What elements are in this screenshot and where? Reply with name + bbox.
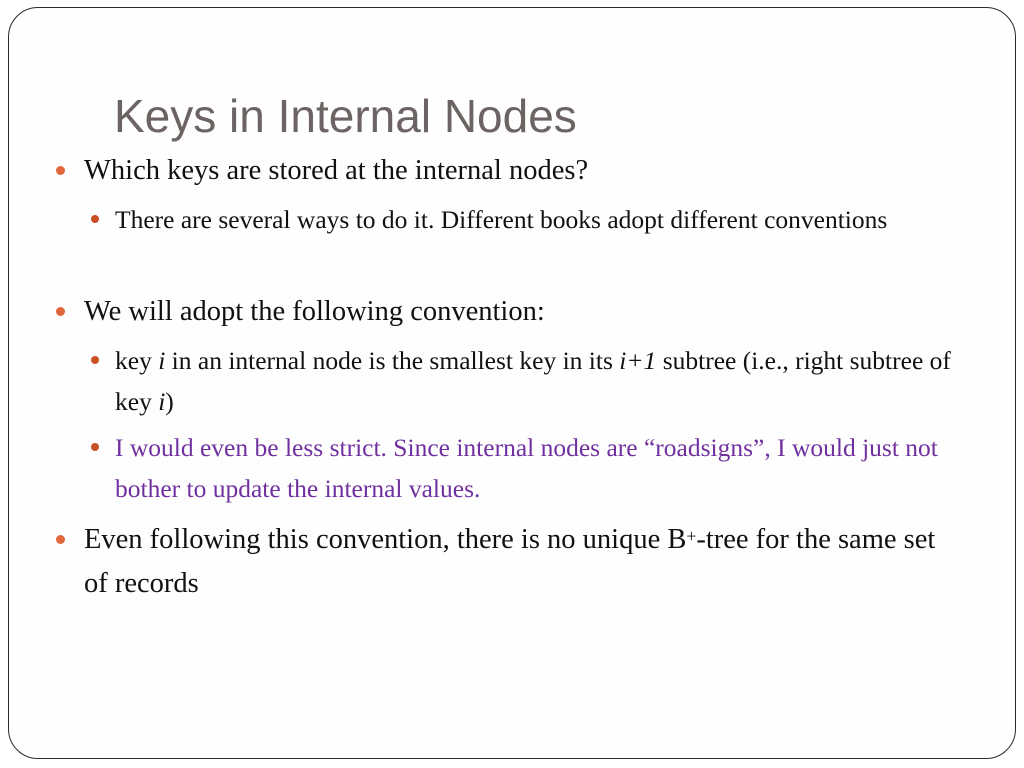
bullet-dot-icon [56, 535, 65, 544]
bullet-text: We will adopt the following convention: [84, 296, 545, 327]
bullet-item [84, 518, 944, 606]
bullet-dot-icon [56, 166, 65, 175]
sub-bullet-text: key i in an internal node is the smallest key in its i+1 subtree (i.e., right subtree of key i) [115, 346, 951, 416]
bullet-dot-icon [91, 356, 99, 364]
bullet-dot-icon [91, 215, 99, 223]
sub-bullet-text: There are several ways to do it. Different books adopt different conventions [115, 205, 888, 234]
sub-bullet-text: I would even be less strict. Since internal nodes are “roadsigns”, I would just not bother to update the internal values. [115, 433, 938, 503]
bullet-item [84, 290, 944, 334]
bullet-text: Even following this convention, there is no unique B+-tree for the same set of records [84, 524, 936, 599]
bullet-dot-icon [56, 307, 65, 316]
bullet-text: Which keys are stored at the internal nodes? [84, 155, 589, 186]
sub-bullet-item-highlight [115, 427, 955, 509]
bullet-item [84, 149, 944, 193]
sub-bullet-item [115, 199, 955, 240]
bullet-dot-icon [91, 443, 99, 451]
slide-title: Keys in Internal Nodes [114, 90, 577, 142]
sub-bullet-item [115, 340, 955, 422]
